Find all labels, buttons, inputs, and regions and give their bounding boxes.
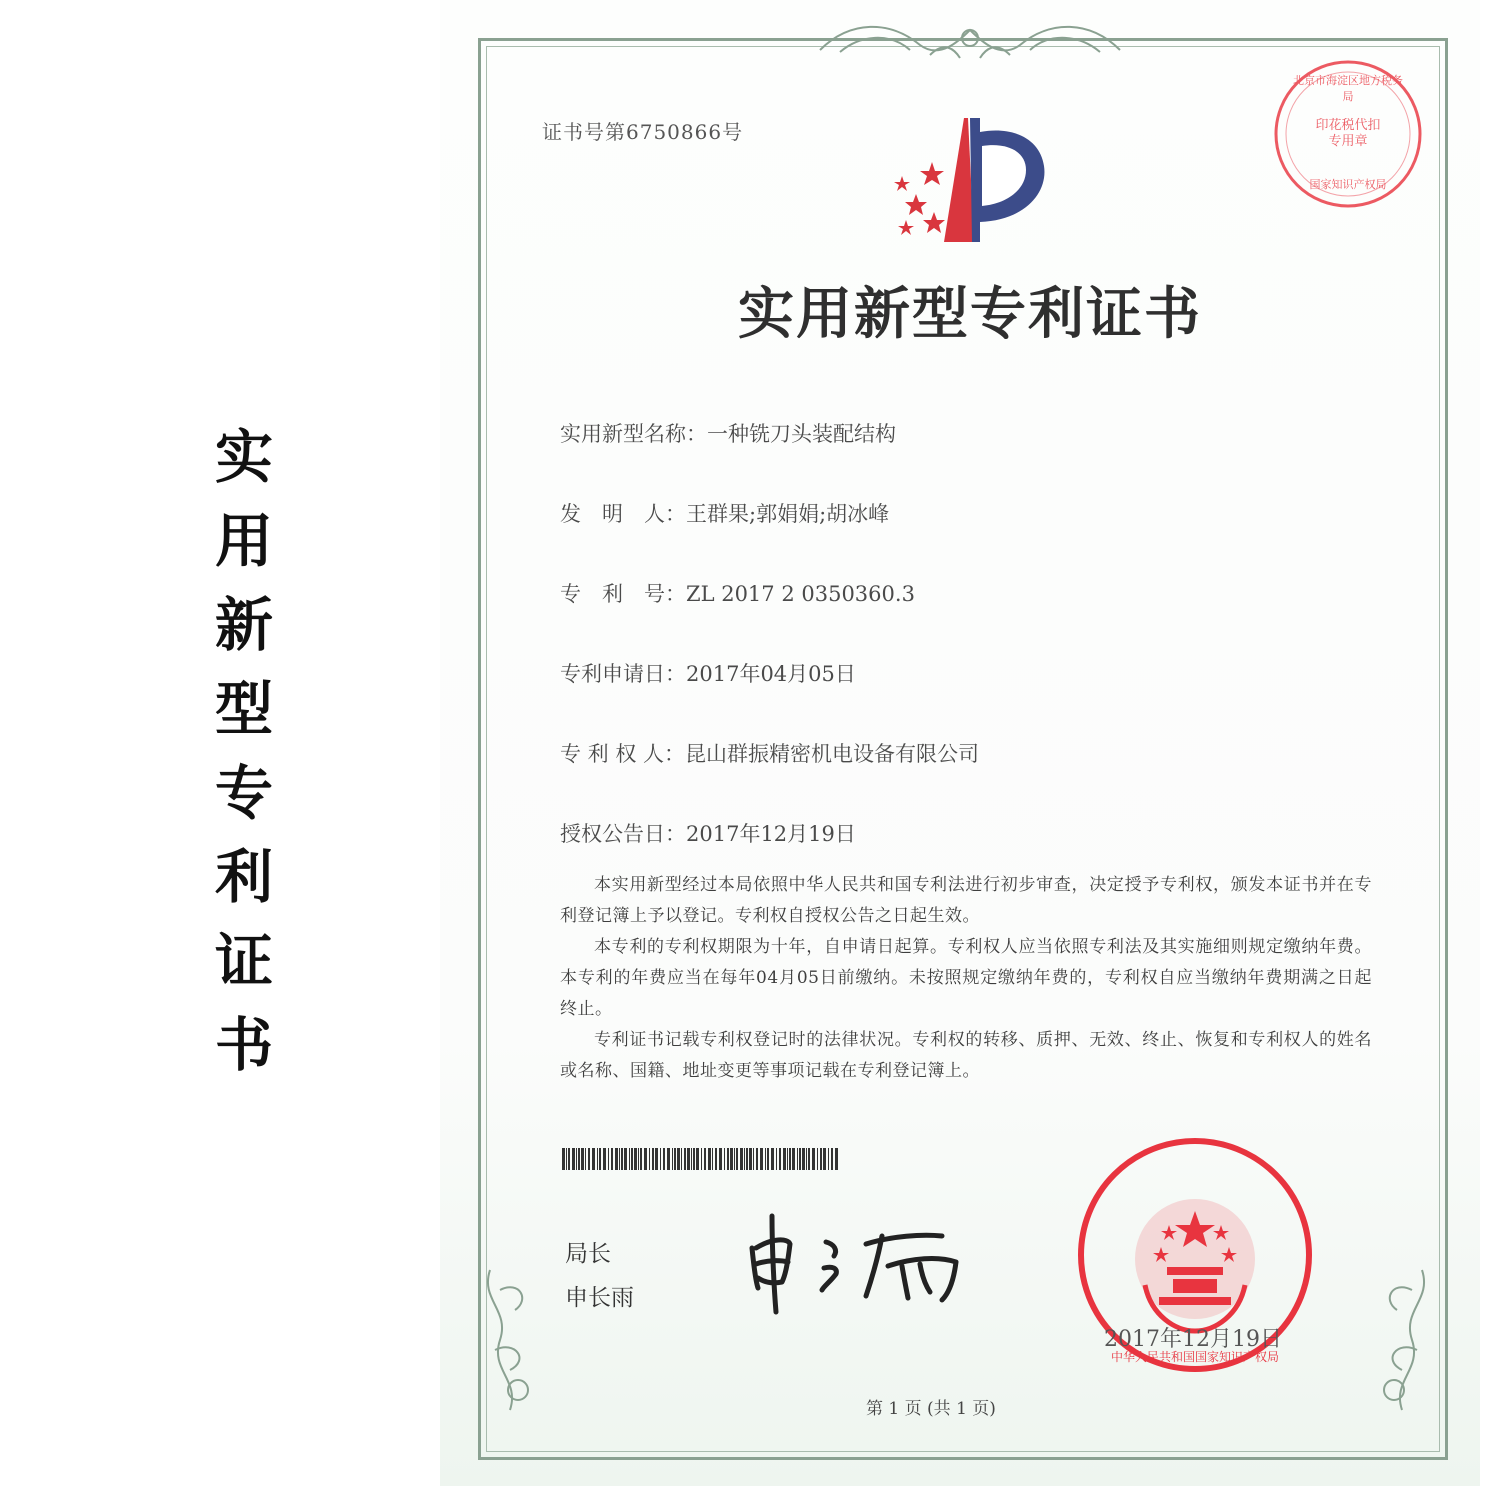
field-patentee <box>560 738 979 768</box>
field-value: 王群果;郭娟娟;胡冰峰 <box>686 502 890 526</box>
field-grant-announcement-date <box>560 818 856 848</box>
patent-office-logo-icon <box>876 112 1056 248</box>
field-label: 专利申请日： <box>560 662 686 686</box>
side-title <box>212 415 276 1087</box>
side-title-char: 证 <box>214 927 273 995</box>
field-inventors <box>560 498 889 528</box>
field-patent-number <box>560 578 915 608</box>
field-label: 授权公告日： <box>560 822 686 846</box>
side-title-char: 专 <box>214 759 273 827</box>
field-label: 专 利 号： <box>560 582 686 606</box>
body-paragraph: 本实用新型经过本局依照中华人民共和国专利法进行初步审查，决定授予专利权，颁发本证书并在专利登记簿上予以登记。专利权自授权公告之日起生效。 <box>560 875 1372 926</box>
field-value: 一种铣刀头装配结构 <box>707 422 896 446</box>
tax-stamp-text: 印花税代扣专用章 <box>1315 118 1381 149</box>
side-title-char: 实 <box>214 423 273 491</box>
field-label: 发 明 人： <box>560 502 686 526</box>
side-title-char: 新 <box>214 591 273 659</box>
side-title-char: 用 <box>214 507 273 575</box>
director-title: 局长 <box>565 1241 611 1267</box>
certificate-body <box>560 870 1372 1087</box>
side-title-char: 书 <box>214 1011 273 1079</box>
page-number: 第 1 页 (共 1 页) <box>866 1399 996 1419</box>
field-value: 2017年12月19日 <box>686 822 856 846</box>
certificate-title: 实用新型专利证书 <box>738 281 1202 347</box>
seal-date: 2017年12月19日 <box>1104 1327 1282 1352</box>
field-utility-model-name <box>560 418 896 448</box>
corner-ornament-icon <box>1352 1260 1442 1420</box>
tax-stamp-ring-text: 北京市海淀区地方税务局 <box>1293 74 1403 103</box>
side-title-char: 型 <box>214 675 273 743</box>
field-value: ZL 2017 2 0350360.3 <box>686 582 915 606</box>
body-paragraph: 专利证书记载专利权登记时的法律状况。专利权的转移、质押、无效、终止、恢复和专利权人的姓名或名称、国籍、地址变更等事项记载在专利登记簿上。 <box>560 1030 1372 1081</box>
field-value: 2017年04月05日 <box>686 662 856 686</box>
side-title-char: 利 <box>214 843 273 911</box>
tax-stamp-bottom-text: 国家知识产权局 <box>1309 178 1387 191</box>
barcode-icon <box>562 1148 840 1170</box>
director-name: 申长雨 <box>565 1285 634 1311</box>
field-label: 专 利 权 人： <box>560 742 686 766</box>
director-block <box>565 1232 634 1320</box>
seal-text: 中华人民共和国国家知识产权局 <box>1110 1350 1280 1364</box>
field-application-date <box>560 658 856 688</box>
director-signature-icon <box>742 1208 982 1318</box>
top-ornament-icon <box>810 10 1130 70</box>
corner-ornament-icon <box>470 1260 560 1420</box>
field-value: 昆山群振精密机电设备有限公司 <box>685 742 980 766</box>
body-paragraph: 本专利的专利权期限为十年，自申请日起算。专利权人应当依照专利法及其实施细则规定缴纳年费。本专利的年费应当在每年04月05日前缴纳。未按照规定缴纳年费的，专利权自应当缴纳年费期满之日起终止。 <box>560 937 1372 1019</box>
certificate-number: 证书号第6750866号 <box>542 120 744 144</box>
field-label: 实用新型名称： <box>560 422 707 446</box>
